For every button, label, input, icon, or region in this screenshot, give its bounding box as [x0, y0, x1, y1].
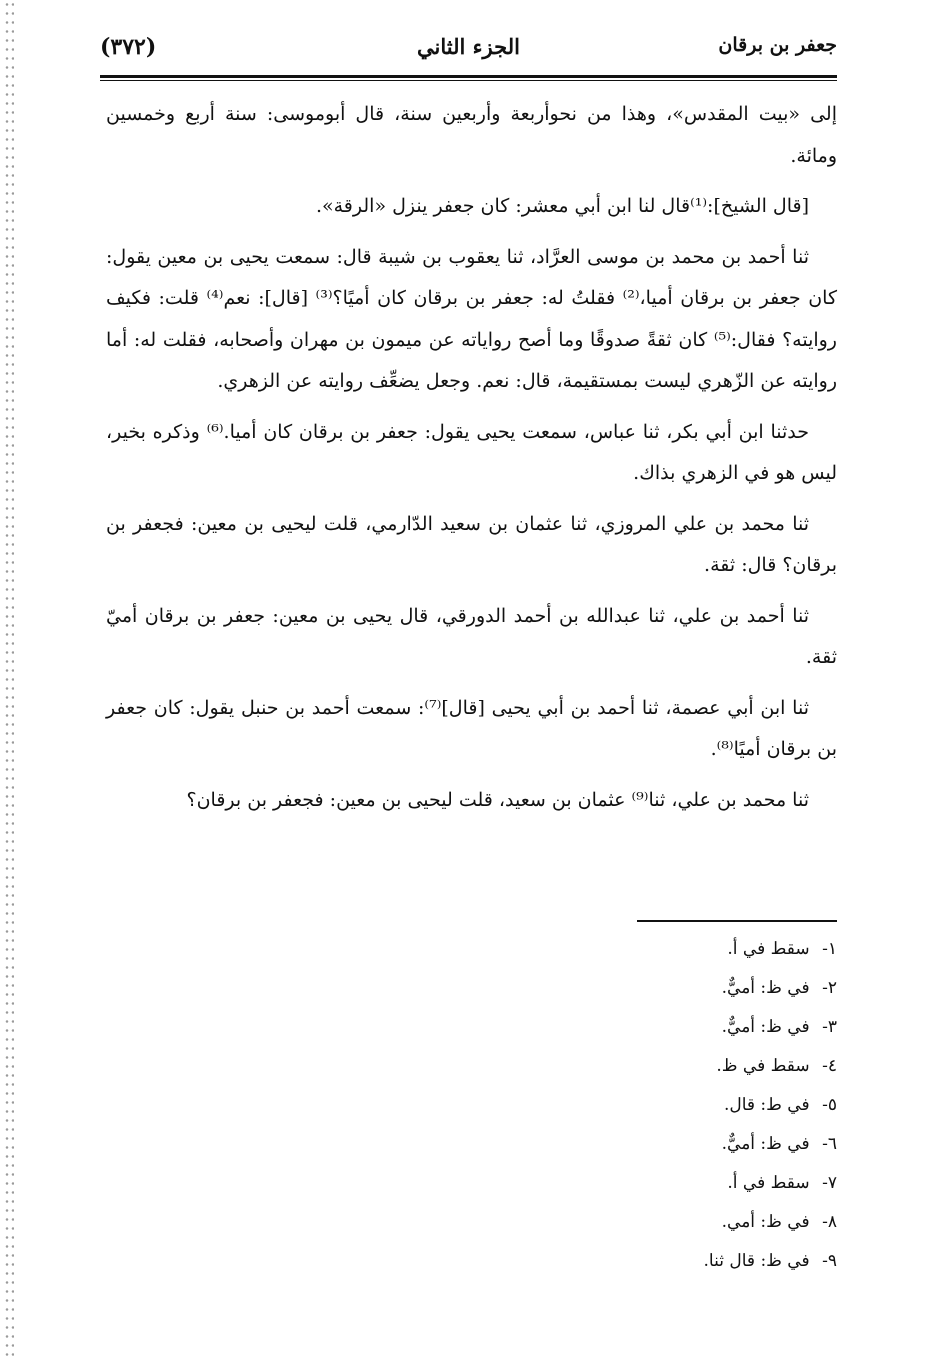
footnote-number: ٢- [822, 978, 837, 998]
header-rule [100, 75, 837, 81]
footnote [437, 1086, 837, 1125]
paragraph: حدثنا ابن أبي بكر، ثنا عباس، سمعت يحيى يقول: جعفر بن برقان كان أميا.⁽⁶⁾ وذكره بخير، ليس هو في الزهري بذاك. [106, 420, 837, 484]
footnote-text: في ظ: قال ثنا. [703, 1251, 810, 1271]
part-title: الجزء الثاني [417, 34, 520, 59]
footnote [437, 930, 837, 969]
footnotes-list [437, 930, 837, 1281]
footnote [437, 1242, 837, 1281]
footnote-number: ٥- [822, 1095, 837, 1115]
footnote [437, 1047, 837, 1086]
paragraph: ثنا محمد بن علي، ثنا⁽⁹⁾ عثمان بن سعيد، قلت ليحيى بن معين: فجعفر بن برقان؟ [186, 788, 809, 811]
main-text [106, 94, 837, 830]
paragraph: إلى «بيت المقدس»، وهذا من نحوأربعة وأربعين سنة، قال أبوموسى: سنة أربع وخمسين ومائة. [106, 103, 837, 167]
footnote [437, 1125, 837, 1164]
footnote-text: في ظ: أميٌّ. [721, 1017, 810, 1037]
footnote [437, 1008, 837, 1047]
footnote-number: ٤- [822, 1056, 837, 1076]
footnote [437, 1164, 837, 1203]
footnote-number: ٦- [822, 1134, 837, 1154]
footnote-text: في ظ: أمي. [721, 1212, 810, 1232]
footnote-text: في ظ: أميٌّ. [721, 1134, 810, 1154]
scan-gutter-dots [4, 0, 14, 1358]
footnote-number: ٩- [822, 1251, 837, 1271]
running-header [100, 34, 837, 68]
footnote-number: ٧- [822, 1173, 837, 1193]
paragraph: ثنا ابن أبي عصمة، ثنا أحمد بن أبي يحيى [قال]⁽⁷⁾: سمعت أحمد بن حنبل يقول: كان جعفر بن برقان أميًا⁽⁸⁾. [106, 696, 837, 760]
footnote-rule [637, 920, 837, 922]
paragraph: ثنا أحمد بن علي، ثنا عبدالله بن أحمد الدورقي، قال يحيى بن معين: جعفر بن برقان أميّ ثقة. [106, 604, 837, 668]
paragraph: ثنا محمد بن علي المروزي، ثنا عثمان بن سعيد الدّارمي، قلت ليحيى بن معين: فجعفر بن برقان؟ قال: ثقة. [106, 512, 837, 576]
footnote-text: سقط في أ. [727, 939, 810, 959]
footnote-text: سقط في أ. [727, 1173, 810, 1193]
footnote-text: سقط في ظ. [716, 1056, 810, 1076]
page-number: (٣٧٢) [100, 34, 157, 60]
footnote-number: ٨- [822, 1212, 837, 1232]
footnote-number: ١- [822, 939, 837, 959]
footnote-text: في ظ: أميٌّ. [721, 978, 810, 998]
entry-title: جعفر بن برقان [718, 34, 837, 56]
footnote [437, 1203, 837, 1242]
footnote-text: في ط: قال. [723, 1095, 810, 1115]
footnote [437, 969, 837, 1008]
paragraph: ثنا أحمد بن محمد بن موسى العرَّاد، ثنا يعقوب بن شيبة قال: سمعت يحيى بن معين يقول: كان جعفر بن برقان أميا،⁽²⁾ فقلتُ له: جعفر بن برقان كان أميًا؟⁽³⁾ [قال]: نعم⁽⁴⁾ قلت: فكيف روايته؟ فقال:⁽⁵⁾ كان ثقةً صدوقًا وما أصح رواياته عن ميمون بن مهران وأصحابه، فقلت له: أما روايته عن الزّهري ليست بمستقيمة، قال: نعم. وجعل يضعِّف روايته عن الزهري. [106, 245, 837, 392]
footnote-number: ٣- [822, 1017, 837, 1037]
paragraph: [قال الشيخ]:⁽¹⁾قال لنا ابن أبي معشر: كان جعفر ينزل «الرقة». [315, 195, 809, 217]
